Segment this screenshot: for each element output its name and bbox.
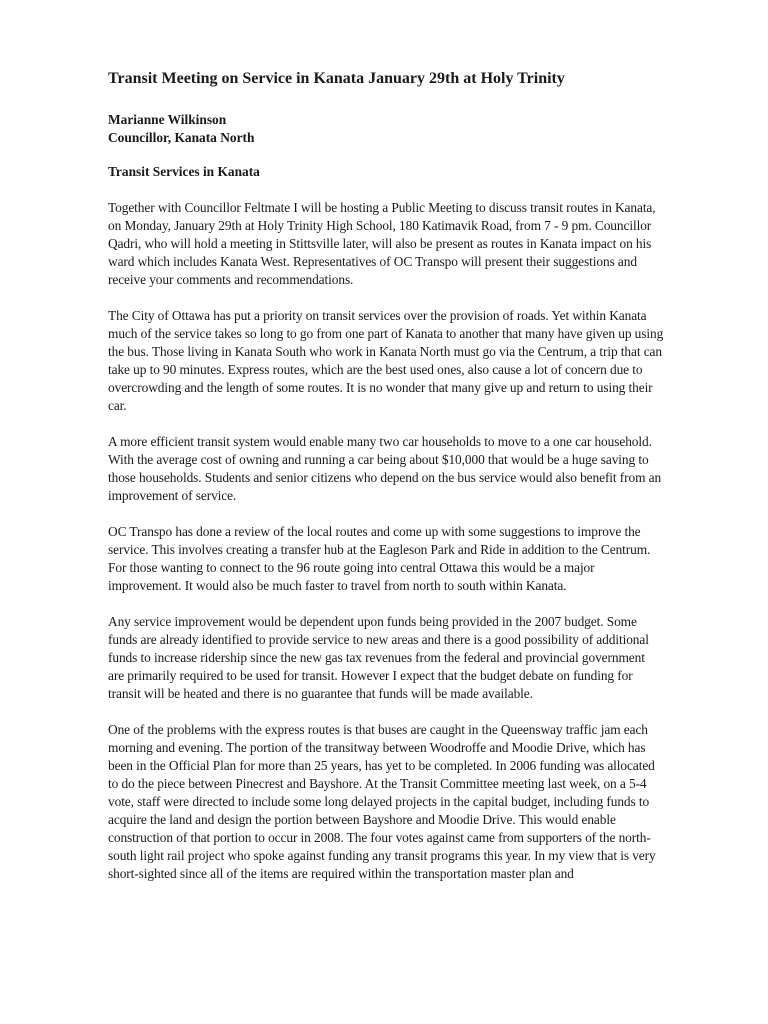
document-title: Transit Meeting on Service in Kanata January 29th at Holy Trinity <box>108 70 565 87</box>
author-name: Marianne Wilkinson <box>108 112 227 127</box>
paragraph-budget: Any service improvement would be dependent upon funds being provided in the 2007 budget. Some funds are already identified to provide service to new areas and there is a good possibility of additional funds to increase ridership since the new gas tax revenues from the federal and provincial government are primarily required to be used for transit. However I expect that the budget debate on funding for transit will be heated and there is no guarantee that funds will be made available. <box>108 614 649 701</box>
author-role: Councillor, Kanata North <box>108 130 255 145</box>
paragraph-meeting-announcement: Together with Councillor Feltmate I will be hosting a Public Meeting to discuss transit routes in Kanata, on Monday, January 29th at Holy Trinity High School, 180 Katimavik Road, from 7 - 9 pm. Councillor Qadri, who will hold a meeting in Stittsville later, will also be present as routes in Kanata impact on his ward which includes Kanata West. Representatives of OC Transpo will present their suggestions and receive your comments and recommendations. <box>108 200 656 287</box>
paragraph-efficient-system: A more efficient transit system would enable many two car households to move to a one car household. With the average cost of owning and running a car being about $10,000 that would be a huge saving to those households. Students and senior citizens who depend on the bus service would also benefit from an improvement of service. <box>108 434 662 503</box>
paragraph-route-review: OC Transpo has done a review of the local routes and come up with some suggestions to improve the service. This involves creating a transfer hub at the Eagleson Park and Ride in addition to the Centrum. For those wanting to connect to the 96 route going into central Ottawa this would be a major improvement. It would also be much faster to travel from north to south within Kanata. <box>108 524 651 593</box>
paragraph-transit-priority: The City of Ottawa has put a priority on transit services over the provision of roads. Yet within Kanata much of the service takes so long to go from one part of Kanata to another that many have given up using the bus. Those living in Kanata South who work in Kanata North must go via the Centrum, a trip that can take up to 90 minutes. Express routes, which are the best used ones, also cause a lot of concern due to overcrowding and the length of some routes. It is no wonder that many give up and return to using their car. <box>108 308 664 413</box>
author-block <box>108 111 664 147</box>
paragraph-express-routes: One of the problems with the express routes is that buses are caught in the Queensway traffic jam each morning and evening. The portion of the transitway between Woodroffe and Moodie Drive, which has been in the Official Plan for more than 25 years, has yet to be completed. In 2006 funding was allocated to do the piece between Pinecrest and Bayshore. At the Transit Committee meeting last week, on a 5-4 vote, staff were directed to include some long delayed projects in the capital budget, including funds to acquire the land and design the portion between Bayshore and Moodie Drive. This would enable construction of that portion to occur in 2008. The four votes against came from supporters of the north-south light rail project who spoke against funding any transit programs this year. In my view that is very short-sighted since all of the items are required within the transportation master plan and <box>108 722 656 881</box>
section-heading: Transit Services in Kanata <box>108 164 260 179</box>
document-page <box>108 69 664 901</box>
